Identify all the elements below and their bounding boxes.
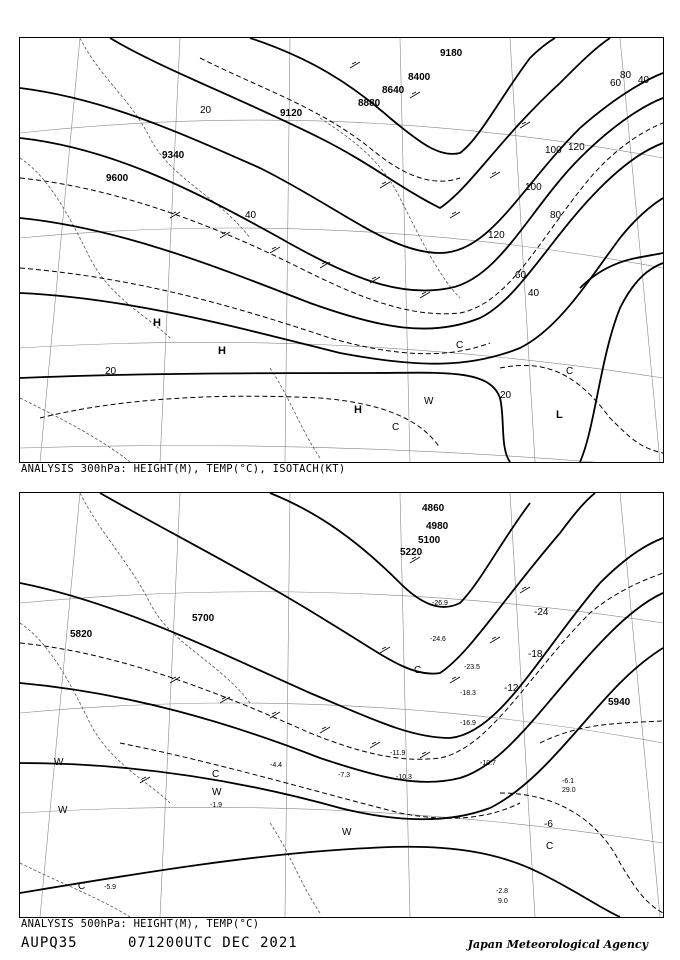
graticule [20,38,663,462]
isotach-label: 100 [525,182,542,193]
cold-marker: C [212,769,220,780]
cold-marker: C [392,422,400,433]
high-center: H [153,317,161,329]
isotherm-label: -24 [534,607,549,618]
height-label: 5100 [418,535,441,546]
station-value: -6.1 [562,778,575,785]
station-value: -5.9 [104,884,117,891]
isotach-label: 20 [500,390,512,401]
isotach-label: 60 [610,78,622,89]
warm-marker: W [58,805,68,816]
isotach-labels [105,70,650,401]
station-value: -2.8 [496,888,509,895]
height-label: 5220 [400,547,423,558]
isotherm-label: -12 [504,683,519,694]
warm-marker: W [54,757,64,768]
cold-marker: C [456,340,464,351]
height-label: 5940 [608,697,631,708]
high-center: H [218,345,226,357]
isotach-label: 100 [545,145,562,156]
warm-marker: W [212,787,222,798]
station-value: -11.9 [390,750,406,757]
height-label: 9340 [162,150,185,161]
station-value: -10.7 [480,760,496,767]
chart-500hpa [19,492,664,918]
station-value: -4.4 [270,762,283,769]
height-label: 5700 [192,613,215,624]
low-center: L [556,409,563,421]
isotach-label: 80 [550,210,562,221]
height-label: 9600 [106,173,129,184]
graticule [20,493,663,917]
isotach-label: 40 [528,288,540,299]
chart-300hpa [19,37,664,463]
map-300hpa [20,38,663,462]
agency-name: Japan Meteorological Agency [467,938,648,951]
isotherm-label: -18 [528,649,543,660]
isotach-label: 60 [515,270,527,281]
caption-500hpa: ANALYSIS 500hPa: HEIGHT(M), TEMP(°C) [21,918,260,930]
map-500hpa [20,493,663,917]
isotach-label: 20 [105,366,117,377]
height-label: 9120 [280,108,303,119]
height-label: 5820 [70,629,93,640]
cold-marker: C [546,841,554,852]
station-value: -26.9 [432,600,448,607]
station-value: 9.0 [498,898,508,905]
station-value: -18.3 [460,690,476,697]
isotachs [20,58,663,453]
warm-marker: W [342,827,352,838]
chart-code: AUPQ35 [21,935,78,951]
valid-time: 071200UTC DEC 2021 [128,935,298,951]
height-label: 9180 [440,48,463,59]
isotherm-label: -6 [544,819,553,830]
station-value: -1.9 [210,802,223,809]
caption-300hpa: ANALYSIS 300hPa: HEIGHT(M), TEMP(°C), ISOTACH(KT) [21,463,346,475]
cold-marker: C [566,366,574,377]
station-value: -10.3 [396,774,412,781]
isotach-label: 120 [488,230,505,241]
station-value: 29.0 [562,787,576,794]
station-value: -24.6 [430,636,446,643]
cold-marker: C [414,665,422,676]
station-value: -23.5 [464,664,480,671]
height-label: 8640 [382,85,405,96]
height-labels [106,48,463,184]
wind-barbs [170,62,530,298]
height-label: 8400 [408,72,431,83]
height-contours [20,38,663,462]
height-contours [20,493,663,917]
height-label: 4980 [426,521,449,532]
station-value: -16.9 [460,720,476,727]
height-labels [70,503,631,708]
isotach-label: 40 [638,75,650,86]
high-center: H [354,404,362,416]
cold-marker: C [78,881,86,892]
isotach-label: 40 [245,210,257,221]
isotach-label: 80 [620,70,632,81]
isotach-label: 20 [200,105,212,116]
warm-marker: W [424,396,434,407]
height-label: 4860 [422,503,445,514]
isotherm-labels [504,607,553,830]
height-label: 8880 [358,98,381,109]
station-value: -7.3 [338,772,351,779]
isotach-label: 120 [568,142,585,153]
